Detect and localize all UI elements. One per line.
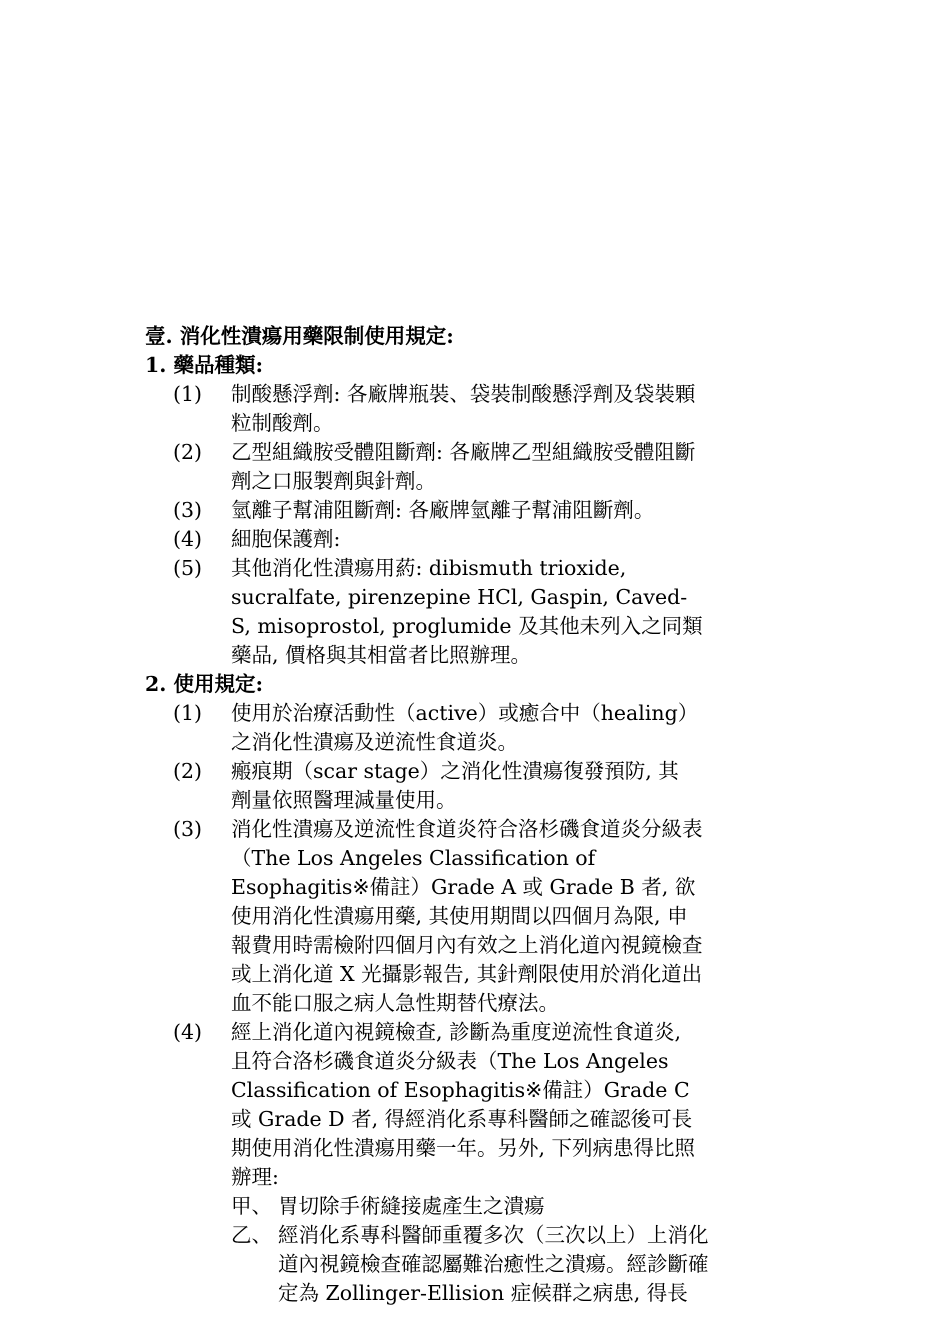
subitem-text-line: 道內視鏡檢查確認屬難治癒性之潰瘍。經診斷確: [278, 1252, 709, 1276]
item-text-line: 經上消化道內視鏡檢查, 診斷為重度逆流性食道炎,: [231, 1020, 682, 1044]
item-text-line: 辦理:: [231, 1165, 279, 1189]
item-number: (1): [173, 701, 203, 725]
item-text-line: （The Los Angeles Classification of: [231, 846, 596, 870]
document-heading: 壹. 消化性潰瘍用藥限制使用規定:: [145, 324, 454, 348]
item-number: (2): [173, 440, 203, 464]
item-text-line: 期使用消化性潰瘍用藥一年。另外, 下列病患得比照: [231, 1136, 696, 1160]
subitem-text-line: 定為 Zollinger-Ellision 症候群之病患, 得長: [278, 1281, 688, 1305]
item-text-line: 細胞保護劑:: [231, 527, 341, 551]
item-text-line: 粒制酸劑。: [231, 411, 334, 435]
item-text-line: 消化性潰瘍及逆流性食道炎符合洛杉磯食道炎分級表: [231, 817, 703, 841]
item-number: (1): [173, 382, 203, 406]
subitem-text-line: 經消化系專科醫師重覆多次（三次以上）上消化: [278, 1223, 709, 1247]
subitem-marker: 甲、: [231, 1194, 272, 1218]
item-text-line: 且符合洛杉磯食道炎分級表（The Los Angeles: [231, 1049, 669, 1073]
item-text-line: 藥品, 價格與其相當者比照辦理。: [231, 643, 532, 667]
item-text-line: 劑量依照醫理減量使用。: [231, 788, 457, 812]
item-number: (4): [173, 1020, 203, 1044]
section-2-title: 2. 使用規定:: [145, 672, 264, 696]
item-number: (4): [173, 527, 203, 551]
item-text-line: Classification of Esophagitis※備註）Grade C: [231, 1078, 690, 1102]
item-number: (3): [173, 817, 203, 841]
item-text-line: 乙型組織胺受體阻斷劑: 各廠牌乙型組織胺受體阻斷: [231, 440, 696, 464]
item-text-line: 使用於治療活動性（active）或癒合中（healing）: [231, 701, 699, 725]
item-text-line: 氫離子幫浦阻斷劑: 各廠牌氫離子幫浦阻斷劑。: [231, 498, 655, 522]
item-number: (2): [173, 759, 203, 783]
item-text-line: sucralfate, pirenzepine HCl, Gaspin, Caved-: [231, 585, 688, 609]
subitem-marker: 乙、: [231, 1223, 272, 1247]
item-text-line: 瘢痕期（scar stage）之消化性潰瘍復發預防, 其: [231, 759, 679, 783]
item-text-line: S, misoprostol, proglumide 及其他未列入之同類: [231, 614, 703, 638]
item-text-line: 血不能口服之病人急性期替代療法。: [231, 991, 559, 1015]
item-number: (5): [173, 556, 203, 580]
section-1-title: 1. 藥品種類:: [145, 353, 264, 377]
item-text-line: 制酸懸浮劑: 各廠牌瓶裝、袋裝制酸懸浮劑及袋裝顆: [231, 382, 696, 406]
subitem-text-line: 胃切除手術縫接處產生之潰瘍: [278, 1194, 545, 1218]
item-text-line: 其他消化性潰瘍用葯: dibismuth trioxide,: [231, 556, 627, 580]
item-text-line: 劑之口服製劑與針劑。: [231, 469, 436, 493]
item-text-line: 或上消化道 X 光攝影報告, 其針劑限使用於消化道出: [231, 962, 703, 986]
item-text-line: 使用消化性潰瘍用藥, 其使用期間以四個月為限, 申: [231, 904, 688, 928]
item-text-line: 之消化性潰瘍及逆流性食道炎。: [231, 730, 518, 754]
item-text-line: 或 Grade D 者, 得經消化系專科醫師之確認後可長: [231, 1107, 693, 1131]
item-text-line: Esophagitis※備註）Grade A 或 Grade B 者, 欲: [231, 875, 696, 899]
item-text-line: 報費用時需檢附四個月內有效之上消化道內視鏡檢查: [231, 933, 703, 957]
item-number: (3): [173, 498, 203, 522]
